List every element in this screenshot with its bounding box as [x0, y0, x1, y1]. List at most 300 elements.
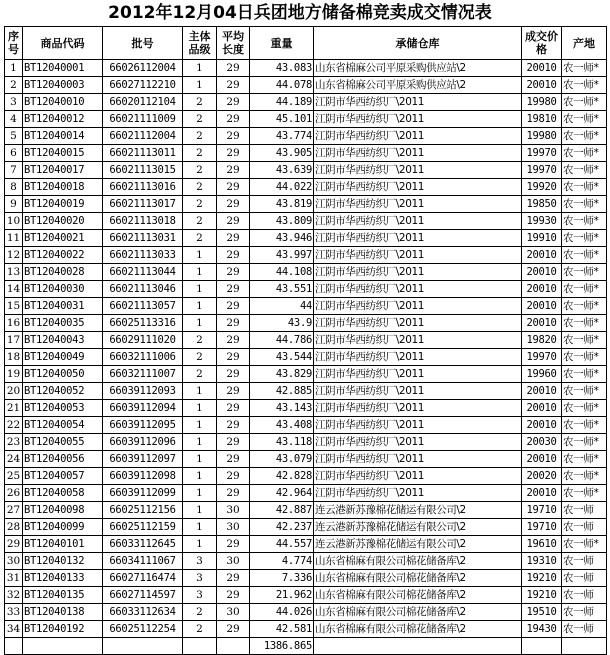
cell-avg-length: 29 — [217, 264, 250, 281]
table-row — [5, 349, 607, 366]
cell-weight: 43.829 — [250, 366, 314, 383]
cell-product-code: BT12040049 — [23, 349, 103, 366]
cell-avg-length: 29 — [217, 281, 250, 298]
cell-batch-number: 66033112645 — [103, 536, 183, 553]
cell-index: 9 — [5, 196, 23, 213]
cell-main-grade: 2 — [183, 332, 217, 349]
cell-origin: 农一师* — [562, 264, 607, 281]
table-row — [5, 196, 607, 213]
total-cell — [522, 638, 562, 655]
cell-deal-price: 20010 — [522, 451, 562, 468]
cell-main-grade: 3 — [183, 553, 217, 570]
cell-batch-number: 66033112634 — [103, 604, 183, 621]
cell-avg-length: 29 — [217, 434, 250, 451]
cell-main-grade: 1 — [183, 434, 217, 451]
cell-index: 12 — [5, 247, 23, 264]
cell-warehouse: 江阴市华西纺织厂\2011 — [314, 366, 522, 383]
page-title: 2012年12月04日兵团地方储备棉竞卖成交情况表 — [108, 3, 492, 23]
cell-origin: 农一师* — [562, 298, 607, 315]
cell-main-grade: 1 — [183, 536, 217, 553]
cell-index: 10 — [5, 213, 23, 230]
table-row — [5, 230, 607, 247]
cell-product-code: BT12040020 — [23, 213, 103, 230]
cell-warehouse: 江阴市华西纺织厂\2011 — [314, 383, 522, 400]
cell-main-grade: 1 — [183, 485, 217, 502]
cell-origin: 农一师 — [562, 519, 607, 536]
cell-warehouse: 山东省棉麻有限公司棉花储备库\2 — [314, 621, 522, 638]
cell-deal-price: 20030 — [522, 434, 562, 451]
cell-warehouse: 江阴市华西纺织厂\2011 — [314, 298, 522, 315]
cell-product-code: BT12040133 — [23, 570, 103, 587]
cell-deal-price: 19710 — [522, 519, 562, 536]
cell-warehouse: 江阴市华西纺织厂\2011 — [314, 281, 522, 298]
cell-batch-number: 66027114597 — [103, 587, 183, 604]
cell-index: 4 — [5, 111, 23, 128]
cell-main-grade: 2 — [183, 349, 217, 366]
header-batch-number: 批号 — [103, 27, 183, 60]
cell-origin: 农一师* — [562, 77, 607, 94]
cell-warehouse: 江阴市华西纺织厂\2011 — [314, 179, 522, 196]
cell-deal-price: 19980 — [522, 94, 562, 111]
cell-weight: 43.118 — [250, 434, 314, 451]
table-row — [5, 77, 607, 94]
cell-main-grade: 1 — [183, 451, 217, 468]
cell-weight: 44.078 — [250, 77, 314, 94]
cell-weight: 4.774 — [250, 553, 314, 570]
cell-product-code: BT12040021 — [23, 230, 103, 247]
cell-index: 6 — [5, 145, 23, 162]
cell-deal-price: 19430 — [522, 621, 562, 638]
cell-avg-length: 29 — [217, 162, 250, 179]
cell-weight: 43.143 — [250, 400, 314, 417]
cell-product-code: BT12040054 — [23, 417, 103, 434]
cell-batch-number: 66021113031 — [103, 230, 183, 247]
cell-main-grade: 1 — [183, 281, 217, 298]
table-row — [5, 213, 607, 230]
table-row — [5, 111, 607, 128]
cell-product-code: BT12040028 — [23, 264, 103, 281]
cell-index: 34 — [5, 621, 23, 638]
cell-batch-number: 66021113046 — [103, 281, 183, 298]
total-cell — [183, 638, 217, 655]
cell-product-code: BT12040022 — [23, 247, 103, 264]
cell-deal-price: 19610 — [522, 536, 562, 553]
cell-batch-number: 66025112159 — [103, 519, 183, 536]
table-row — [5, 417, 607, 434]
table-row — [5, 60, 607, 77]
cell-deal-price: 19960 — [522, 366, 562, 383]
cell-warehouse: 江阴市华西纺织厂\2011 — [314, 417, 522, 434]
cell-weight: 43.946 — [250, 230, 314, 247]
table-row — [5, 621, 607, 638]
cell-main-grade: 2 — [183, 196, 217, 213]
cell-batch-number: 66021113015 — [103, 162, 183, 179]
cell-index: 16 — [5, 315, 23, 332]
cell-avg-length: 29 — [217, 196, 250, 213]
cell-warehouse: 江阴市华西纺织厂\2011 — [314, 315, 522, 332]
header-avg-length: 平均长度 — [217, 27, 250, 60]
cell-origin: 农一师* — [562, 128, 607, 145]
cell-origin: 农一师* — [562, 332, 607, 349]
table-row — [5, 553, 607, 570]
table-row — [5, 145, 607, 162]
cell-product-code: BT12040043 — [23, 332, 103, 349]
cell-main-grade: 1 — [183, 247, 217, 264]
cell-deal-price: 20020 — [522, 468, 562, 485]
cell-origin: 农一师 — [562, 587, 607, 604]
cell-index: 8 — [5, 179, 23, 196]
cell-weight: 42.828 — [250, 468, 314, 485]
cell-deal-price: 19510 — [522, 604, 562, 621]
total-cell — [562, 638, 607, 655]
cell-product-code: BT12040057 — [23, 468, 103, 485]
cell-warehouse: 山东省棉麻公司平原采购供应站\2 — [314, 77, 522, 94]
cell-origin: 农一师* — [562, 230, 607, 247]
table-body — [5, 60, 607, 638]
cell-avg-length: 29 — [217, 383, 250, 400]
table-header-row — [5, 27, 607, 60]
cell-product-code: BT12040019 — [23, 196, 103, 213]
cell-origin: 农一师* — [562, 451, 607, 468]
cell-batch-number: 66039112096 — [103, 434, 183, 451]
cell-deal-price: 19310 — [522, 553, 562, 570]
cell-main-grade: 1 — [183, 383, 217, 400]
cell-origin: 农一师* — [562, 179, 607, 196]
table-row — [5, 315, 607, 332]
cell-main-grade: 1 — [183, 417, 217, 434]
cell-main-grade: 1 — [183, 264, 217, 281]
cell-index: 21 — [5, 400, 23, 417]
cell-warehouse: 江阴市华西纺织厂\2011 — [314, 213, 522, 230]
cell-deal-price: 19970 — [522, 145, 562, 162]
cell-weight: 43.544 — [250, 349, 314, 366]
cell-weight: 44.026 — [250, 604, 314, 621]
cell-index: 24 — [5, 451, 23, 468]
cell-index: 19 — [5, 366, 23, 383]
cell-origin: 农一师* — [562, 247, 607, 264]
cell-avg-length: 29 — [217, 485, 250, 502]
cell-batch-number: 66021113017 — [103, 196, 183, 213]
total-cell — [5, 638, 23, 655]
cell-product-code: BT12040138 — [23, 604, 103, 621]
cell-main-grade: 2 — [183, 621, 217, 638]
cell-batch-number: 66039112094 — [103, 400, 183, 417]
cell-origin: 农一师* — [562, 468, 607, 485]
cell-origin: 农一师* — [562, 349, 607, 366]
cell-main-grade: 1 — [183, 315, 217, 332]
cell-weight: 43.905 — [250, 145, 314, 162]
cell-deal-price: 19970 — [522, 162, 562, 179]
cell-batch-number: 66039112099 — [103, 485, 183, 502]
cell-product-code: BT12040050 — [23, 366, 103, 383]
cell-weight: 42.964 — [250, 485, 314, 502]
cell-product-code: BT12040031 — [23, 298, 103, 315]
cell-batch-number: 66025113316 — [103, 315, 183, 332]
cell-batch-number: 66027116474 — [103, 570, 183, 587]
table-row — [5, 519, 607, 536]
cell-main-grade: 1 — [183, 468, 217, 485]
cell-origin: 农一师 — [562, 604, 607, 621]
cell-weight: 7.336 — [250, 570, 314, 587]
header-main-grade: 主体品级 — [183, 27, 217, 60]
cell-weight: 43.079 — [250, 451, 314, 468]
table-row — [5, 281, 607, 298]
total-row — [5, 638, 607, 655]
total-cell — [23, 638, 103, 655]
cell-origin: 农一师* — [562, 213, 607, 230]
cell-product-code: BT12040017 — [23, 162, 103, 179]
cell-origin: 农一师 — [562, 570, 607, 587]
cell-index: 25 — [5, 468, 23, 485]
cell-warehouse: 江阴市华西纺织厂\2011 — [314, 451, 522, 468]
cell-warehouse: 江阴市华西纺织厂\2011 — [314, 264, 522, 281]
cell-avg-length: 29 — [217, 332, 250, 349]
cell-warehouse: 江阴市华西纺织厂\2011 — [314, 128, 522, 145]
cell-product-code: BT12040098 — [23, 502, 103, 519]
cell-origin: 农一师* — [562, 111, 607, 128]
cell-index: 3 — [5, 94, 23, 111]
cell-batch-number: 66032111007 — [103, 366, 183, 383]
cell-avg-length: 29 — [217, 111, 250, 128]
cell-weight: 21.962 — [250, 587, 314, 604]
cell-main-grade: 1 — [183, 77, 217, 94]
cell-deal-price: 20010 — [522, 315, 562, 332]
cell-warehouse: 连云港新苏豫棉花储运有限公司\2 — [314, 519, 522, 536]
cell-deal-price: 19850 — [522, 196, 562, 213]
cell-warehouse: 山东省棉麻有限公司棉花储备库\2 — [314, 570, 522, 587]
header-origin: 产地 — [562, 27, 607, 60]
cell-avg-length: 30 — [217, 553, 250, 570]
cell-avg-length: 29 — [217, 77, 250, 94]
cell-index: 26 — [5, 485, 23, 502]
cell-warehouse: 山东省棉麻有限公司棉花储备库\2 — [314, 553, 522, 570]
table-row — [5, 485, 607, 502]
cell-avg-length: 30 — [217, 502, 250, 519]
cell-weight: 44.786 — [250, 332, 314, 349]
cell-origin: 农一师 — [562, 553, 607, 570]
cell-index: 18 — [5, 349, 23, 366]
header-deal-price: 成交价格 — [522, 27, 562, 60]
table-row — [5, 383, 607, 400]
total-weight: 1386.865 — [250, 638, 314, 655]
cell-batch-number: 66021113044 — [103, 264, 183, 281]
cell-main-grade: 2 — [183, 162, 217, 179]
cell-deal-price: 20010 — [522, 247, 562, 264]
cell-warehouse: 江阴市华西纺织厂\2011 — [314, 230, 522, 247]
cell-weight: 43.997 — [250, 247, 314, 264]
cell-avg-length: 29 — [217, 587, 250, 604]
table-row — [5, 162, 607, 179]
table-row — [5, 94, 607, 111]
cell-batch-number: 66025112156 — [103, 502, 183, 519]
cell-index: 23 — [5, 434, 23, 451]
cell-deal-price: 19920 — [522, 179, 562, 196]
cell-index: 17 — [5, 332, 23, 349]
cell-origin: 农一师 — [562, 502, 607, 519]
cell-index: 30 — [5, 553, 23, 570]
cell-origin: 农一师 — [562, 621, 607, 638]
cell-origin: 农一师* — [562, 536, 607, 553]
cell-weight: 43.408 — [250, 417, 314, 434]
cell-index: 22 — [5, 417, 23, 434]
cell-weight: 42.887 — [250, 502, 314, 519]
cell-product-code: BT12040003 — [23, 77, 103, 94]
cell-warehouse: 连云港新苏豫棉花储运有限公司\2 — [314, 536, 522, 553]
cell-deal-price: 19820 — [522, 332, 562, 349]
cell-deal-price: 19910 — [522, 230, 562, 247]
cell-product-code: BT12040018 — [23, 179, 103, 196]
table-row — [5, 400, 607, 417]
cell-deal-price: 19810 — [522, 111, 562, 128]
cell-deal-price: 20010 — [522, 60, 562, 77]
table-row — [5, 502, 607, 519]
cell-index: 32 — [5, 587, 23, 604]
cell-index: 2 — [5, 77, 23, 94]
cell-index: 29 — [5, 536, 23, 553]
table-row — [5, 366, 607, 383]
cell-avg-length: 29 — [217, 230, 250, 247]
cell-avg-length: 29 — [217, 179, 250, 196]
cell-batch-number: 66025112254 — [103, 621, 183, 638]
cell-warehouse: 江阴市华西纺织厂\2011 — [314, 349, 522, 366]
cell-avg-length: 29 — [217, 417, 250, 434]
cell-avg-length: 29 — [217, 400, 250, 417]
cell-product-code: BT12040015 — [23, 145, 103, 162]
cell-weight: 43.819 — [250, 196, 314, 213]
cell-origin: 农一师* — [562, 417, 607, 434]
cell-batch-number: 66039112097 — [103, 451, 183, 468]
cell-origin: 农一师* — [562, 383, 607, 400]
cell-origin: 农一师* — [562, 485, 607, 502]
cell-avg-length: 29 — [217, 298, 250, 315]
cell-batch-number: 66039112098 — [103, 468, 183, 485]
cell-product-code: BT12040192 — [23, 621, 103, 638]
cell-avg-length: 29 — [217, 451, 250, 468]
table-row — [5, 332, 607, 349]
cell-product-code: BT12040101 — [23, 536, 103, 553]
total-cell — [103, 638, 183, 655]
cell-index: 1 — [5, 60, 23, 77]
cell-product-code: BT12040014 — [23, 128, 103, 145]
table-row — [5, 128, 607, 145]
cell-avg-length: 29 — [217, 213, 250, 230]
cell-batch-number: 66034111067 — [103, 553, 183, 570]
cell-avg-length: 29 — [217, 366, 250, 383]
table-row — [5, 604, 607, 621]
cell-product-code: BT12040053 — [23, 400, 103, 417]
cell-origin: 农一师* — [562, 60, 607, 77]
cell-weight: 42.885 — [250, 383, 314, 400]
cell-product-code: BT12040052 — [23, 383, 103, 400]
cell-warehouse: 江阴市华西纺织厂\2011 — [314, 162, 522, 179]
cell-weight: 44.557 — [250, 536, 314, 553]
cell-avg-length: 29 — [217, 315, 250, 332]
cell-batch-number: 66021113033 — [103, 247, 183, 264]
cell-batch-number: 66021113057 — [103, 298, 183, 315]
total-cell — [217, 638, 250, 655]
cell-weight: 43.774 — [250, 128, 314, 145]
cell-main-grade: 1 — [183, 400, 217, 417]
cell-main-grade: 1 — [183, 60, 217, 77]
cell-origin: 农一师* — [562, 315, 607, 332]
cell-batch-number: 66032111006 — [103, 349, 183, 366]
cell-deal-price: 19970 — [522, 349, 562, 366]
cell-warehouse: 江阴市华西纺织厂\2011 — [314, 485, 522, 502]
cell-index: 14 — [5, 281, 23, 298]
cell-avg-length: 29 — [217, 349, 250, 366]
cell-weight: 44.022 — [250, 179, 314, 196]
cell-main-grade: 3 — [183, 587, 217, 604]
table-row — [5, 264, 607, 281]
cell-main-grade: 2 — [183, 94, 217, 111]
cell-warehouse: 江阴市华西纺织厂\2011 — [314, 400, 522, 417]
cell-deal-price: 19930 — [522, 213, 562, 230]
cell-weight: 44.189 — [250, 94, 314, 111]
cell-product-code: BT12040012 — [23, 111, 103, 128]
cell-batch-number: 66027112210 — [103, 77, 183, 94]
cell-product-code: BT12040056 — [23, 451, 103, 468]
cell-index: 11 — [5, 230, 23, 247]
cell-batch-number: 66021113016 — [103, 179, 183, 196]
cell-batch-number: 66021113018 — [103, 213, 183, 230]
table-row — [5, 298, 607, 315]
table-row — [5, 451, 607, 468]
cell-batch-number: 66026112004 — [103, 60, 183, 77]
cell-index: 7 — [5, 162, 23, 179]
table-row — [5, 468, 607, 485]
cell-warehouse: 江阴市华西纺织厂\2011 — [314, 111, 522, 128]
header-weight: 重量 — [250, 27, 314, 60]
cell-weight: 43.639 — [250, 162, 314, 179]
cell-product-code: BT12040035 — [23, 315, 103, 332]
cell-weight: 44.108 — [250, 264, 314, 281]
cell-warehouse: 江阴市华西纺织厂\2011 — [314, 145, 522, 162]
cell-main-grade: 2 — [183, 366, 217, 383]
cell-avg-length: 29 — [217, 468, 250, 485]
table-row — [5, 179, 607, 196]
cell-batch-number: 66039112095 — [103, 417, 183, 434]
cell-avg-length: 29 — [217, 128, 250, 145]
cell-main-grade: 1 — [183, 298, 217, 315]
cell-index: 13 — [5, 264, 23, 281]
cell-origin: 农一师* — [562, 434, 607, 451]
cell-avg-length: 29 — [217, 621, 250, 638]
cell-warehouse: 连云港新苏豫棉花储运有限公司\2 — [314, 502, 522, 519]
cell-batch-number: 66039112093 — [103, 383, 183, 400]
table-row — [5, 247, 607, 264]
cell-warehouse: 江阴市华西纺织厂\2011 — [314, 196, 522, 213]
cell-batch-number: 66021112004 — [103, 128, 183, 145]
cell-weight: 43.083 — [250, 60, 314, 77]
cell-deal-price: 20010 — [522, 383, 562, 400]
cell-main-grade: 2 — [183, 213, 217, 230]
table-row — [5, 434, 607, 451]
cell-deal-price: 20010 — [522, 417, 562, 434]
cell-deal-price: 19210 — [522, 587, 562, 604]
cell-avg-length: 29 — [217, 60, 250, 77]
cell-main-grade: 3 — [183, 570, 217, 587]
cell-index: 27 — [5, 502, 23, 519]
cell-origin: 农一师* — [562, 400, 607, 417]
cell-origin: 农一师* — [562, 281, 607, 298]
cell-batch-number: 66020112104 — [103, 94, 183, 111]
cell-index: 28 — [5, 519, 23, 536]
cell-product-code: BT12040010 — [23, 94, 103, 111]
cell-weight: 43.9 — [250, 315, 314, 332]
cell-warehouse: 江阴市华西纺织厂\2011 — [314, 332, 522, 349]
cell-weight: 45.101 — [250, 111, 314, 128]
header-index: 序号 — [5, 27, 23, 60]
